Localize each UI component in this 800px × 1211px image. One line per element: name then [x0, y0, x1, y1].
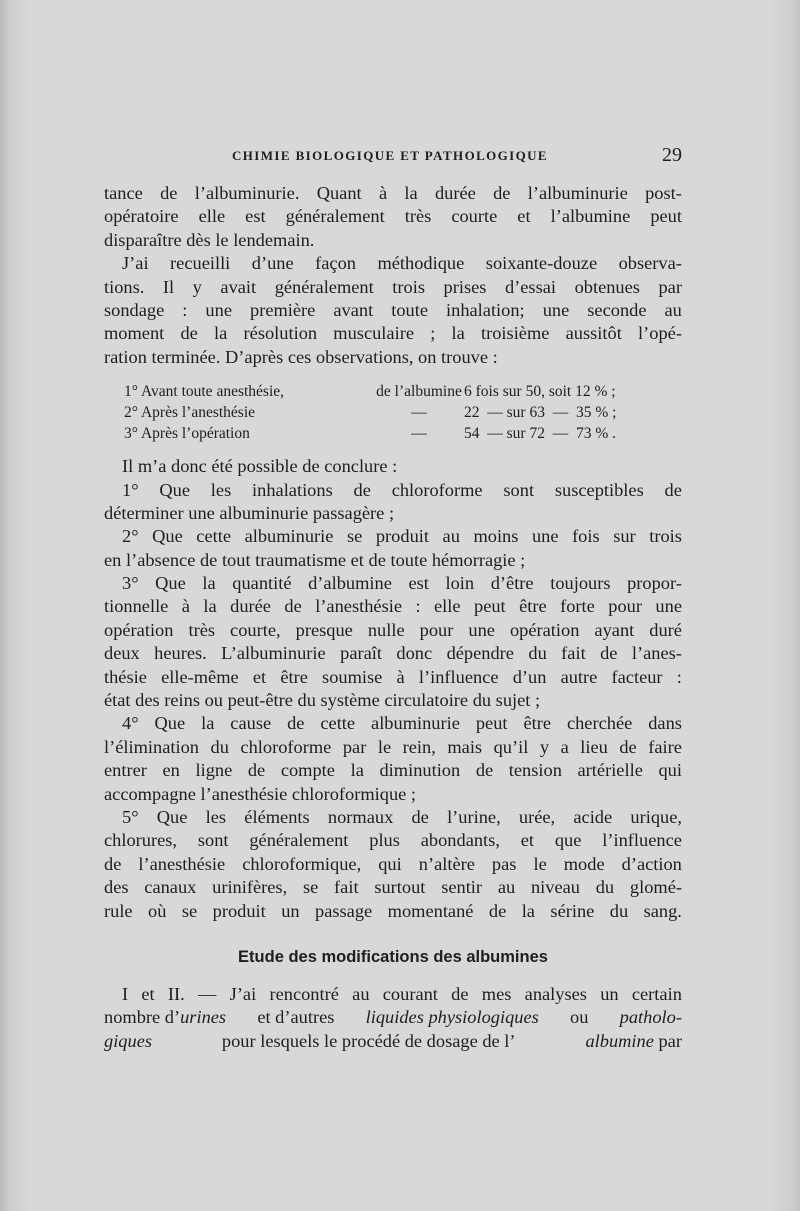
word: la: [202, 573, 216, 594]
word: sondage: [104, 299, 165, 320]
word: Quant: [316, 183, 362, 203]
running-title: CHIMIE BIOLOGIQUE ET PATHOLOGIQUE: [232, 148, 549, 163]
word: est: [408, 573, 429, 594]
text-line: [104, 736, 682, 759]
word: courant: [382, 983, 438, 1004]
word: l’influence: [602, 830, 682, 851]
word: d’être: [490, 573, 534, 594]
word: d’une: [251, 253, 294, 274]
word: donc: [396, 643, 433, 664]
word: de: [619, 736, 637, 757]
word: faire: [648, 736, 682, 757]
word: 2°: [122, 526, 139, 547]
word: ligne: [195, 760, 233, 781]
stat-values: 22 — sur 63 — 35 % ;: [464, 404, 617, 422]
word: aussitôt: [565, 323, 622, 344]
word: albuminurie: [371, 713, 460, 734]
word: soumise: [322, 666, 383, 687]
text-line: [104, 759, 682, 782]
word: chloroforme: [240, 736, 332, 757]
word: une: [205, 299, 232, 320]
word: courte,: [230, 619, 281, 640]
word: par: [658, 276, 682, 297]
word: à: [378, 183, 388, 203]
conclusion-point-3: [104, 572, 682, 712]
word: des: [104, 877, 129, 898]
word: deux: [104, 643, 140, 664]
text-line: [104, 983, 682, 1006]
text-line: [104, 205, 682, 228]
word: paraît: [340, 643, 382, 664]
word: glomé-: [629, 877, 682, 898]
word: quantité: [232, 573, 292, 594]
word: un: [600, 983, 619, 1004]
word: de: [160, 183, 178, 203]
text-line: [104, 619, 682, 642]
word: niveau: [530, 877, 580, 898]
word: L’albuminurie: [221, 643, 326, 664]
word: normaux: [327, 806, 394, 827]
word: forte: [560, 596, 595, 617]
word: lieu: [580, 736, 608, 757]
stat-label: 1° Avant toute anesthésie,: [124, 383, 285, 401]
word: pas: [491, 853, 517, 874]
text-line: [104, 322, 682, 345]
word: de: [353, 479, 371, 500]
word: un: [281, 900, 300, 921]
word: de: [104, 853, 122, 874]
word: autre: [560, 666, 598, 687]
word: première: [250, 299, 316, 320]
text-line: [104, 1006, 682, 1029]
word: éléments: [244, 806, 310, 827]
word: J’ai: [229, 983, 257, 1004]
word: les: [205, 806, 227, 827]
word: post-: [645, 183, 682, 203]
word: l’albuminurie.: [194, 183, 300, 203]
text-line: [104, 525, 682, 548]
word: tions.: [104, 276, 145, 297]
word: avant: [333, 299, 374, 320]
stat-values: 54 — sur 72 — 73 % .: [464, 425, 616, 443]
word: artérielle: [577, 760, 643, 781]
word: la: [404, 183, 418, 203]
word: Que: [152, 526, 183, 547]
word: de: [247, 760, 266, 781]
text-run: et d’autres: [257, 1007, 335, 1028]
stat-row: [124, 402, 682, 423]
word: mes: [481, 983, 512, 1004]
word: se: [302, 877, 319, 898]
word: tance: [104, 183, 143, 203]
stat-mid: —: [411, 425, 427, 443]
word: de: [180, 323, 198, 344]
word: généralement: [249, 830, 349, 851]
page-number: 29: [662, 144, 682, 166]
word: sang.: [643, 900, 682, 921]
word: certain: [631, 983, 682, 1004]
italic-term-patholo: patholo-: [619, 1007, 682, 1028]
word: d’action: [621, 853, 682, 874]
text-line: [104, 853, 682, 876]
word: mais: [447, 736, 483, 757]
word: Que: [156, 806, 188, 827]
word: qui: [658, 760, 682, 781]
word: chlorures,: [104, 830, 178, 851]
word: observa-: [618, 253, 682, 274]
word: de: [451, 983, 469, 1004]
stat-mid: —: [411, 404, 427, 422]
word: courte: [451, 206, 498, 227]
word: l’albuminurie: [527, 183, 628, 203]
word: du: [528, 643, 547, 664]
conclusion-point-2: [104, 525, 682, 572]
word: tionnelle: [104, 596, 169, 617]
word: ayant: [594, 619, 635, 640]
word: loin: [445, 573, 475, 594]
word: analyses: [524, 983, 587, 1004]
word: n’altère: [418, 853, 475, 874]
word: toute: [391, 299, 428, 320]
word: moins: [473, 526, 519, 547]
word: l’anesthésie: [138, 853, 226, 874]
text-line: [104, 299, 682, 322]
word: passage: [315, 900, 373, 921]
text-line: déterminer une albuminurie passagère ;: [104, 502, 395, 523]
word: thésie: [104, 666, 147, 687]
word: plus: [369, 830, 400, 851]
word: cette: [320, 713, 356, 734]
word: 3°: [122, 573, 139, 594]
word: être: [523, 713, 552, 734]
text-line: disparaître dès le lendemain.: [104, 229, 315, 250]
word: se: [346, 526, 363, 547]
text-line: [104, 829, 682, 852]
word: que: [554, 830, 582, 851]
word: cause: [230, 713, 272, 734]
word: de: [600, 643, 618, 664]
word: le: [377, 736, 392, 757]
word: la: [451, 323, 465, 344]
text-line: [104, 182, 682, 205]
word: la: [201, 713, 215, 734]
word: surtout: [374, 877, 426, 898]
word: :: [415, 596, 421, 617]
word: Il: [162, 276, 175, 297]
word: une: [655, 596, 682, 617]
word: et: [517, 206, 531, 227]
word: elle: [434, 596, 461, 617]
word: en: [162, 760, 180, 781]
word: dans: [648, 713, 682, 734]
conclusion-point-4: [104, 712, 682, 806]
word: l’influence: [418, 666, 499, 687]
text-line: [104, 806, 682, 829]
italic-term-liquides: liquides physiologiques: [365, 1007, 539, 1028]
word: sont: [503, 479, 535, 500]
word: 5°: [122, 806, 139, 827]
text-line: [104, 252, 682, 275]
word: sont: [197, 830, 229, 851]
word: de: [284, 596, 302, 617]
word: durée: [230, 596, 271, 617]
word: 4°: [122, 713, 139, 734]
word: troisième: [481, 323, 550, 344]
word: au: [664, 299, 682, 320]
intro-paragraph: [104, 182, 682, 252]
word: du: [609, 900, 629, 921]
word: d’un: [512, 666, 547, 687]
stat-label: 2° Après l’anesthésie: [124, 404, 256, 422]
section-heading: Etude des modifications des albumines: [238, 947, 548, 966]
stat-row: [124, 423, 682, 444]
word: se: [181, 900, 198, 921]
word: cherchée: [566, 713, 633, 734]
word: le: [533, 853, 547, 874]
word: au: [442, 526, 460, 547]
word: :: [676, 666, 682, 687]
text-line: [104, 595, 682, 618]
word: dépendre: [446, 643, 514, 664]
word: duré: [649, 619, 682, 640]
word: urée,: [518, 806, 556, 827]
word: de: [488, 900, 507, 921]
text-line: [104, 479, 682, 502]
word: par: [342, 736, 367, 757]
word: l’urine,: [447, 806, 501, 827]
word: l’albumine: [550, 206, 631, 227]
text-line: état des reins ou peut-être du système circulatoire du sujet ;: [104, 690, 541, 711]
conclusion-intro: Il m’a donc été possible de conclure :: [122, 456, 398, 477]
word: Que: [154, 713, 186, 734]
word: où: [148, 900, 167, 921]
word: 1°: [122, 479, 139, 500]
word: chloroforme: [391, 479, 483, 500]
word: tension: [508, 760, 562, 781]
word: entrer: [104, 760, 147, 781]
word: opératoire: [104, 206, 179, 227]
text-run: ou: [570, 1007, 589, 1028]
word: presque: [295, 619, 353, 640]
word: très: [188, 619, 216, 640]
word: la: [203, 596, 217, 617]
word: y: [539, 736, 550, 757]
word: prises: [443, 276, 487, 297]
word: sérine: [550, 900, 595, 921]
word: I: [122, 983, 129, 1004]
word: peut: [474, 596, 506, 617]
word: rencontré: [269, 983, 339, 1004]
stat-values: 6 fois sur 50, soit 12 % ;: [464, 383, 616, 401]
word: inhalation;: [446, 299, 525, 320]
word: chloroformique,: [242, 853, 362, 874]
word: musculaire: [333, 323, 414, 344]
word: et: [141, 983, 155, 1004]
word: de: [664, 479, 682, 500]
word: toujours: [550, 573, 611, 594]
word: d’essai: [504, 276, 557, 297]
word: fait: [334, 877, 359, 898]
word: compte: [280, 760, 335, 781]
word: du: [210, 736, 229, 757]
text-run: nombre d’: [104, 1007, 181, 1028]
word: soixante-douze: [485, 253, 598, 274]
word: acide: [573, 806, 613, 827]
text-line: [104, 712, 682, 735]
word: fait: [561, 643, 586, 664]
word: opération: [509, 619, 580, 640]
observations-paragraph: [104, 252, 682, 369]
word: fois: [572, 526, 600, 547]
word: momentané: [387, 900, 474, 921]
text-line: [104, 276, 682, 299]
word: avait: [220, 276, 257, 297]
word: albuminurie: [244, 526, 334, 547]
stat-label: 3° Après l’opération: [124, 425, 250, 443]
word: trois: [649, 526, 682, 547]
word: est: [245, 206, 266, 227]
word: qui: [378, 853, 402, 874]
word: à: [181, 596, 190, 617]
text-line: accompagne l’anesthésie chloroformique ;: [104, 783, 417, 804]
word: abondants,: [420, 830, 500, 851]
page-header: [104, 146, 684, 170]
word: et: [252, 666, 267, 687]
word: l’anes-: [631, 643, 682, 664]
text-line: [104, 666, 682, 689]
text-line: [104, 572, 682, 595]
word: une: [542, 299, 570, 320]
word: heures.: [154, 643, 207, 664]
word: II.: [167, 983, 185, 1004]
word: facteur: [611, 666, 663, 687]
word: rein,: [402, 736, 436, 757]
word: être: [280, 666, 308, 687]
word: seconde: [587, 299, 647, 320]
word: de: [287, 713, 305, 734]
word: de: [475, 760, 494, 781]
text-line: [104, 900, 682, 923]
word: elle: [198, 206, 226, 227]
word: elle-même: [161, 666, 239, 687]
italic-term-giques: giques: [104, 1030, 153, 1051]
word: rule: [104, 900, 133, 921]
word: J’ai: [122, 253, 149, 274]
word: nulle: [367, 619, 405, 640]
word: produit: [212, 900, 266, 921]
word: trois: [392, 276, 425, 297]
word: moment: [104, 323, 165, 344]
text-line: [104, 876, 682, 899]
word: façon: [315, 253, 356, 274]
word: l’anesthésie: [315, 596, 403, 617]
word: généralement: [285, 206, 385, 227]
stat-mid: de l’albumine: [376, 383, 462, 401]
text-line: en l’absence de tout traumatisme et de toute hémorragie ;: [104, 549, 526, 570]
word: de: [411, 806, 429, 827]
word: la: [350, 760, 364, 781]
text-line: [104, 642, 682, 665]
word: Que: [155, 573, 186, 594]
italic-term-urines: urines: [180, 1007, 227, 1028]
word: sentir: [441, 877, 483, 898]
word: urique,: [630, 806, 682, 827]
word: méthodique: [377, 253, 465, 274]
conclusion-point-1: [104, 479, 682, 526]
italic-term-albumine: albumine: [585, 1030, 654, 1051]
word: inhalations: [252, 479, 333, 500]
word: sur: [613, 526, 636, 547]
text-line: [104, 1030, 682, 1053]
word: la: [521, 900, 535, 921]
word: a: [560, 736, 569, 757]
word: résolution: [243, 323, 318, 344]
word: au: [497, 877, 516, 898]
word: peut: [475, 713, 508, 734]
word: susceptibles: [554, 479, 644, 500]
word: une: [531, 526, 559, 547]
word: cette: [196, 526, 232, 547]
word: qu’il: [493, 736, 529, 757]
word: urinifères,: [212, 877, 288, 898]
word: l’élimination: [104, 736, 199, 757]
word: de: [493, 183, 511, 203]
conclusion-point-5: [104, 806, 682, 923]
word: —: [198, 983, 217, 1004]
word: canaux: [144, 877, 197, 898]
word: d’albumine: [308, 573, 392, 594]
word: à: [396, 666, 405, 687]
text-line: ration terminée. D’après ces observations, on trouve :: [104, 346, 498, 367]
word: opération: [104, 619, 174, 640]
word: diminution: [379, 760, 461, 781]
word: mode: [563, 853, 605, 874]
word: y: [192, 276, 202, 297]
word: être: [519, 596, 547, 617]
word: l’opé-: [638, 323, 682, 344]
text-run: par: [653, 1030, 682, 1051]
word: pour: [419, 619, 454, 640]
word: et: [520, 830, 535, 851]
stat-row: [124, 381, 682, 402]
word: produit: [375, 526, 429, 547]
word: obtenues: [574, 276, 640, 297]
word: une: [468, 619, 495, 640]
page-body: [104, 182, 682, 1053]
word: propor-: [627, 573, 682, 594]
statistics-list: [124, 381, 682, 444]
word: Que: [159, 479, 190, 500]
word: les: [210, 479, 232, 500]
word: ;: [430, 323, 436, 344]
word: :: [182, 299, 188, 320]
word: au: [352, 983, 370, 1004]
word: pour: [608, 596, 642, 617]
word: la: [214, 323, 228, 344]
word: durée: [434, 183, 476, 203]
word: du: [595, 877, 615, 898]
text-run: pour lesquels le procédé de dosage de l’: [221, 1030, 516, 1051]
word: très: [404, 206, 432, 227]
word: recueilli: [170, 253, 231, 274]
word: peut: [650, 206, 682, 227]
final-paragraph: [104, 983, 682, 1053]
word: généralement: [274, 276, 374, 297]
